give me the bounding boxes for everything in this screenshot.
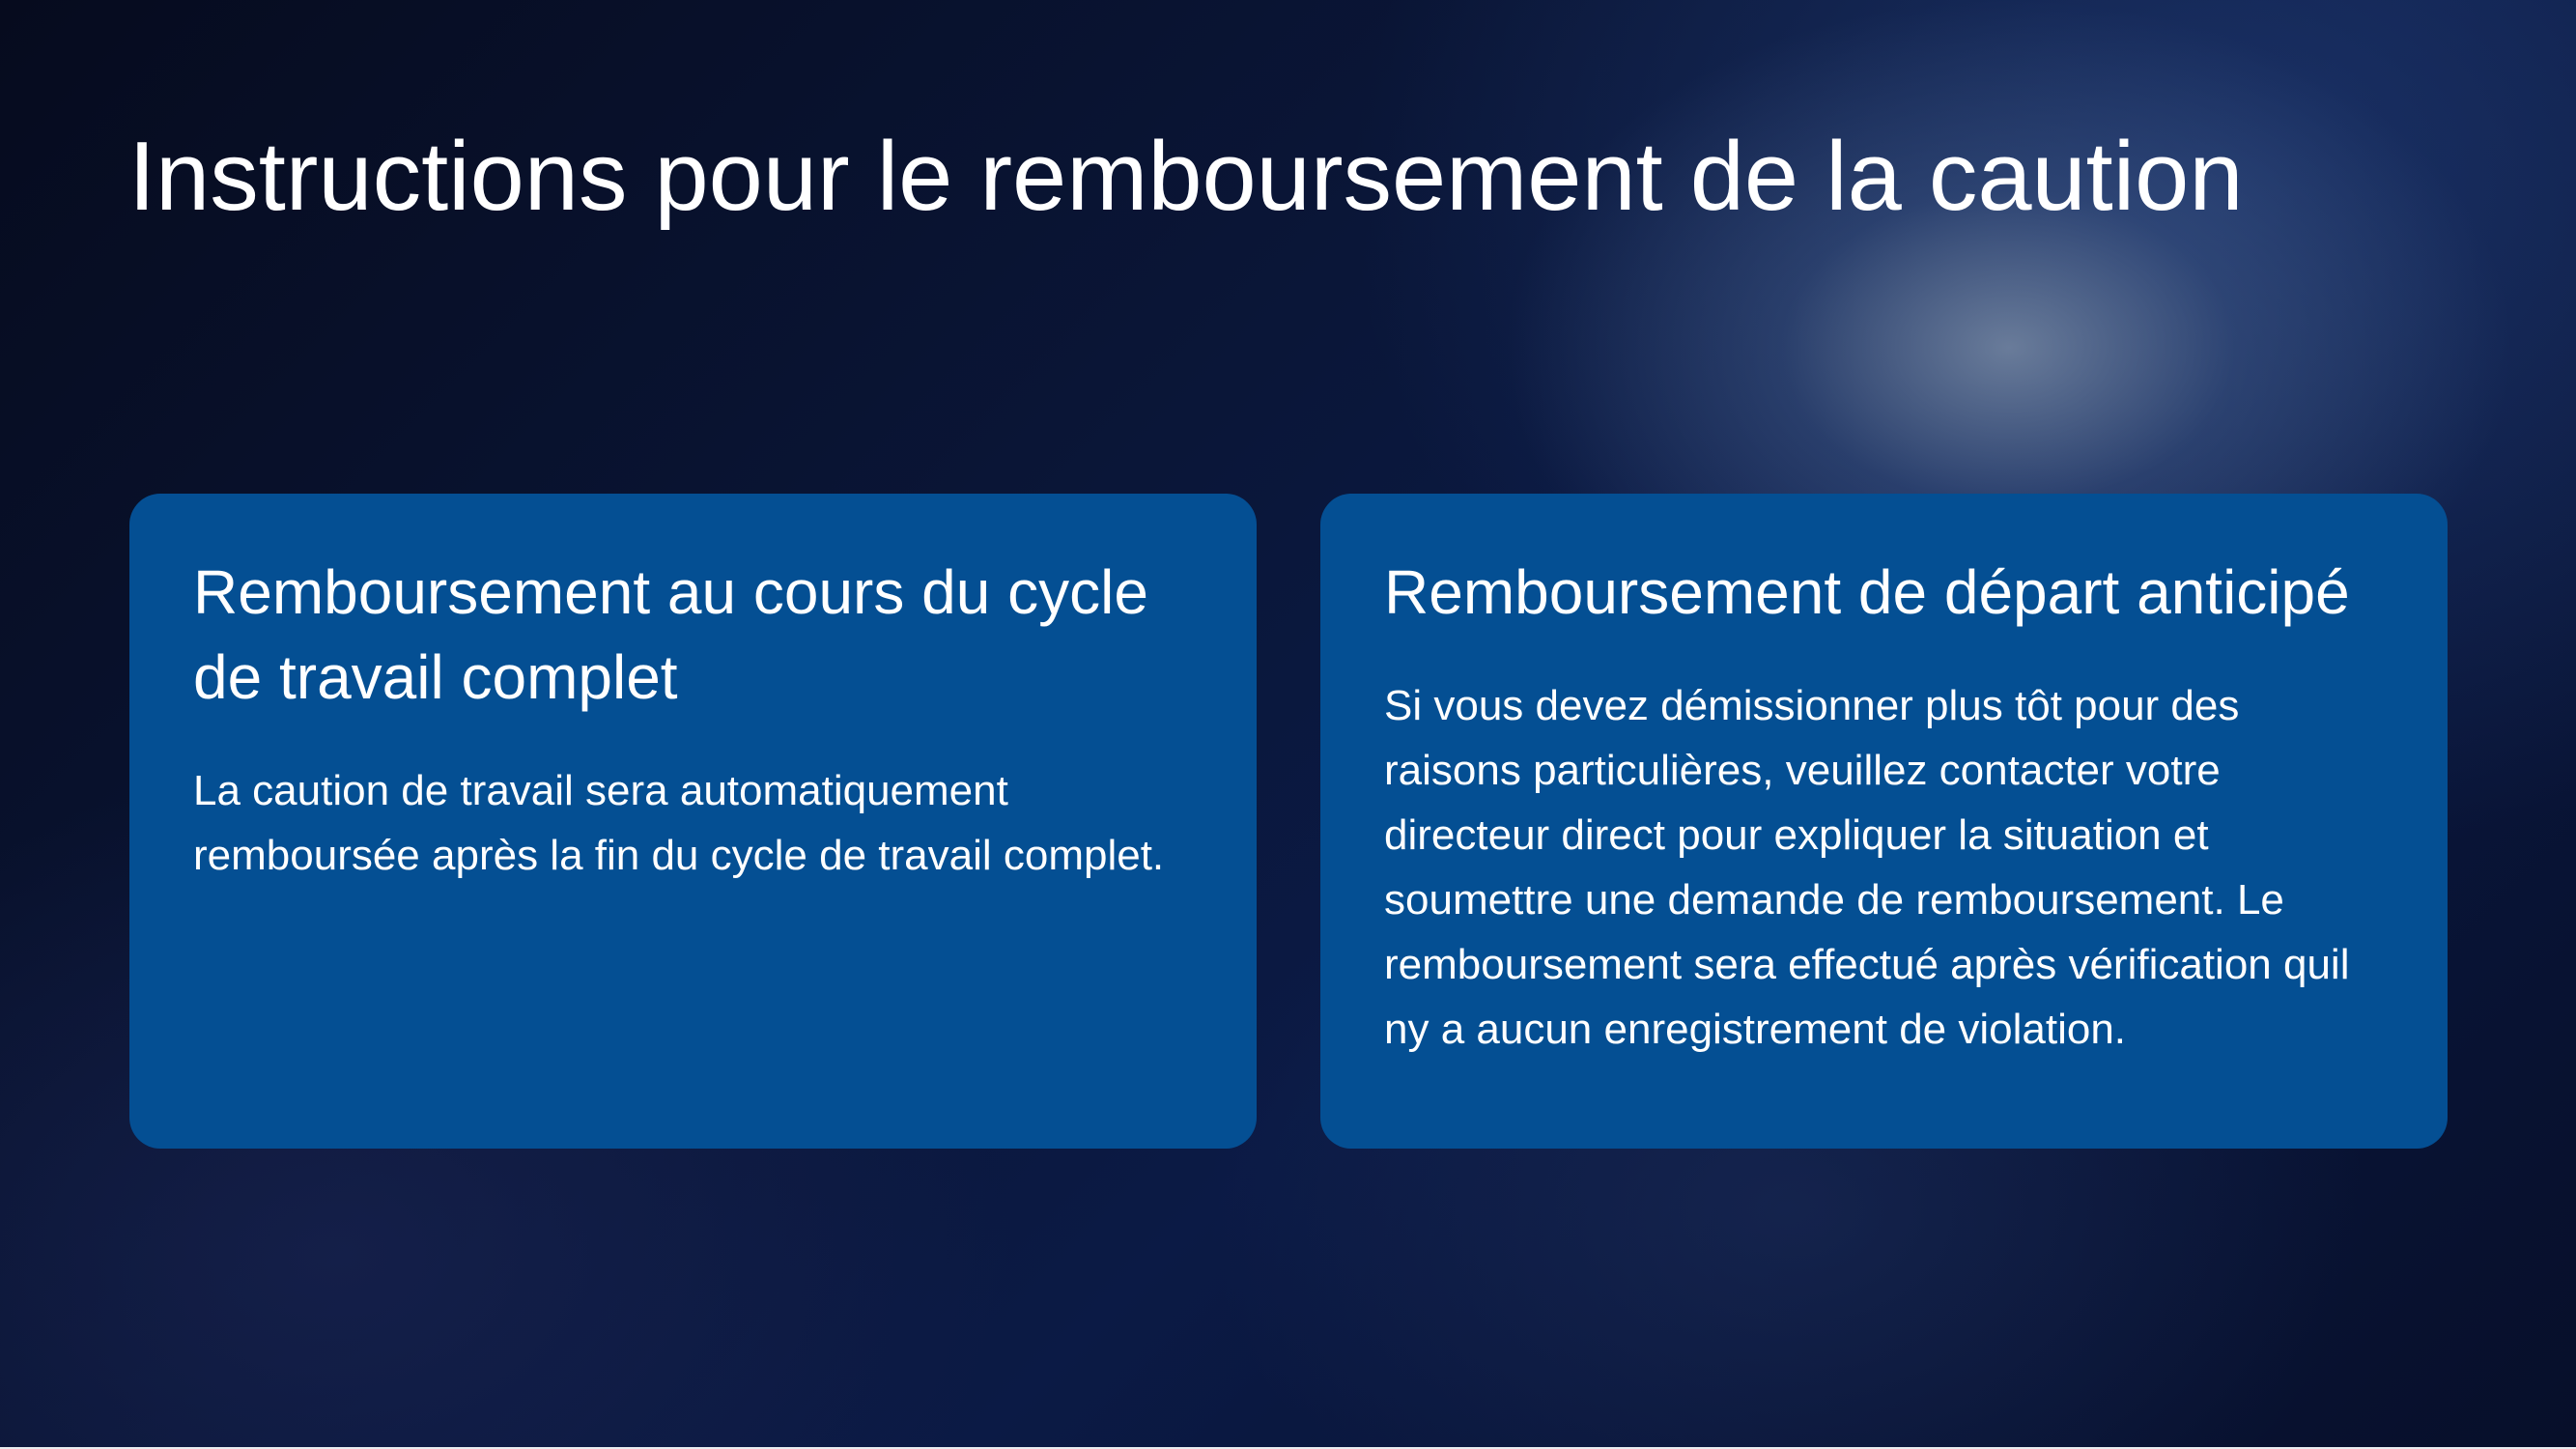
card-title: Remboursement au cours du cycle de travail complet — [193, 557, 1148, 712]
card-body: La caution de travail sera automatiquement remboursée après la fin du cycle de travail complet. — [193, 767, 1165, 879]
card-full-cycle-refund — [129, 494, 1257, 1149]
page-title: Instructions pour le remboursement de la caution — [128, 123, 2244, 231]
card-title: Remboursement de départ anticipé — [1384, 557, 2350, 627]
card-early-departure-refund — [1320, 494, 2448, 1149]
card-body: Si vous devez démissionner plus tôt pour des raisons particulières, veuillez contacter votre directeur direct pour expliquer la situation et soumettre une demande de remboursement. Le remboursement sera effectué après vérification quil ny a aucun enregistrement de violation. — [1384, 682, 2350, 1053]
